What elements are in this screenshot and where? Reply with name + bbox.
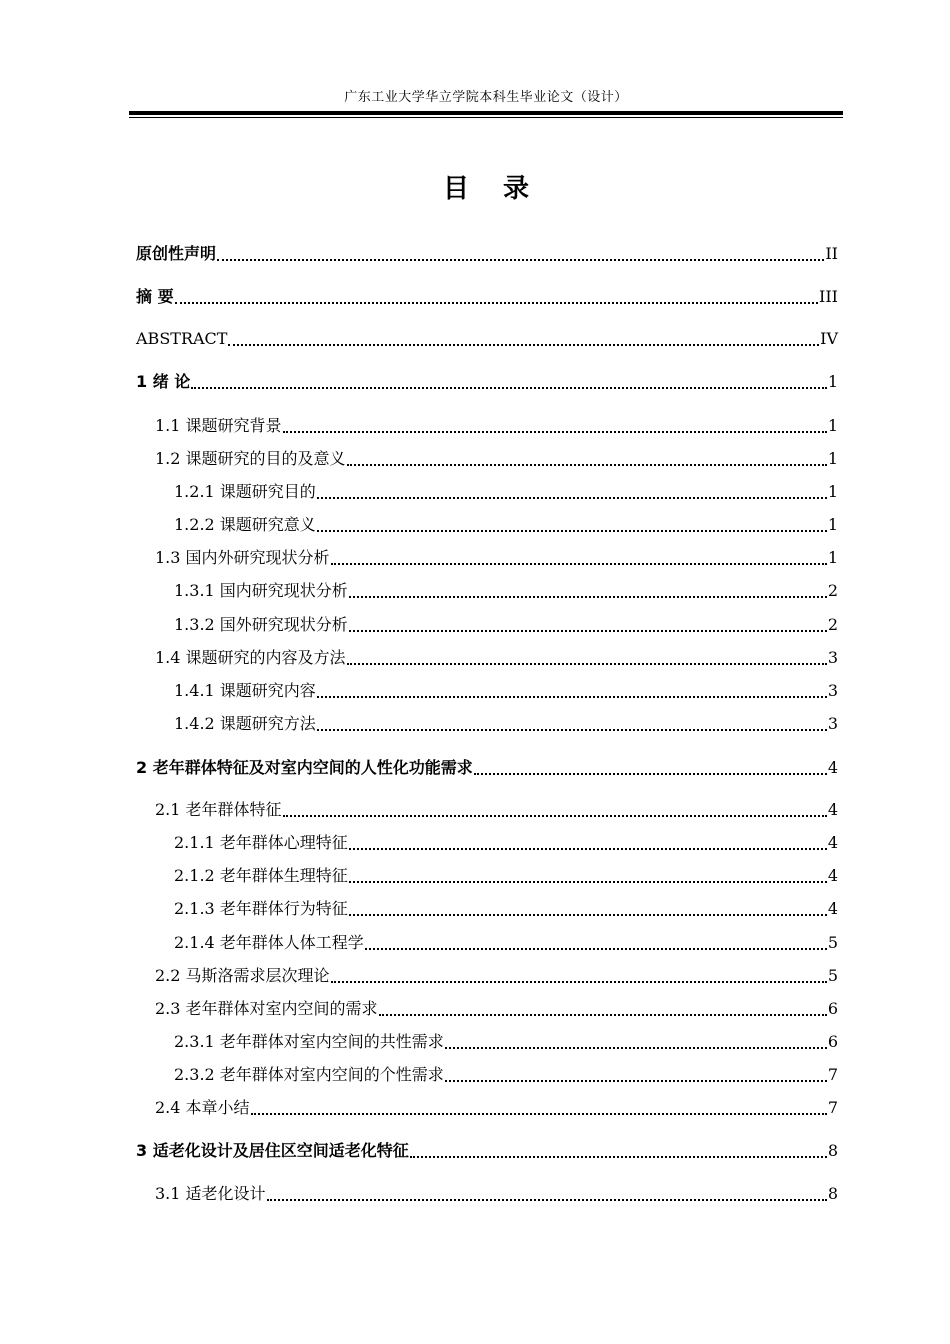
toc-leader-dots — [191, 370, 827, 389]
toc-entry-page: 1 — [827, 449, 838, 468]
toc-entry[interactable] — [174, 579, 838, 603]
toc-entry-label: 2.1 老年群体特征 — [155, 800, 282, 819]
toc-entry-page: 3 — [827, 714, 838, 733]
toc-entry[interactable] — [174, 1030, 838, 1054]
toc-entry-page: 8 — [827, 1141, 838, 1160]
toc-leader-dots — [349, 613, 827, 632]
toc-entry-page: 4 — [827, 800, 838, 819]
toc-entry-page: 7 — [827, 1065, 838, 1084]
toc-entry[interactable] — [136, 327, 838, 351]
toc-entry-page: III — [819, 287, 838, 306]
toc-leader-dots — [228, 327, 819, 346]
toc-entry-page: 2 — [827, 581, 838, 600]
header-rule-thick — [129, 111, 843, 115]
toc-entry[interactable] — [136, 370, 838, 394]
toc-entry-label: 1.2 课题研究的目的及意义 — [155, 449, 346, 468]
toc-leader-dots — [365, 931, 827, 950]
toc-entry-page: 1 — [827, 515, 838, 534]
toc-leader-dots — [445, 1030, 827, 1049]
toc-entry[interactable] — [155, 546, 838, 570]
toc-entry-page: 7 — [827, 1098, 838, 1117]
toc-entry-page: 5 — [827, 933, 838, 952]
toc-entry-page: 3 — [827, 648, 838, 667]
toc-leader-dots — [317, 679, 827, 698]
toc-entry[interactable] — [174, 513, 838, 537]
toc-entry[interactable] — [155, 964, 838, 988]
toc-entry-label: 2.1.2 老年群体生理特征 — [174, 866, 348, 885]
toc-leader-dots — [349, 864, 827, 883]
toc-leader-dots — [410, 1139, 827, 1158]
toc-leader-dots — [331, 546, 827, 565]
toc-entry-label: 1 绪 论 — [136, 372, 191, 391]
toc-entry[interactable] — [155, 798, 838, 822]
toc-entry-label: 2.4 本章小结 — [155, 1098, 250, 1117]
toc-leader-dots — [283, 414, 827, 433]
toc-entry[interactable] — [174, 679, 838, 703]
toc-entry-label: 2.1.1 老年群体心理特征 — [174, 833, 348, 852]
toc-entry-label: 2.1.3 老年群体行为特征 — [174, 899, 348, 918]
toc-entry-label: 2 老年群体特征及对室内空间的人性化功能需求 — [136, 758, 473, 777]
toc-entry-label: 摘 要 — [136, 287, 174, 306]
toc-leader-dots — [349, 831, 827, 850]
toc-entry[interactable] — [155, 1096, 838, 1120]
toc-entry[interactable] — [174, 931, 838, 955]
page-header: 广东工业大学华立学院本科生毕业论文（设计） — [344, 90, 628, 105]
toc-entry-label: ABSTRACT — [136, 329, 228, 348]
toc-entry-page: II — [825, 244, 838, 263]
toc-entry[interactable] — [155, 447, 838, 471]
toc-entry-label: 2.1.4 老年群体人体工程学 — [174, 933, 364, 952]
toc-entry-page: 4 — [827, 899, 838, 918]
toc-entry[interactable] — [155, 997, 838, 1021]
toc-entry-page: 1 — [827, 372, 838, 391]
toc-entry[interactable] — [174, 831, 838, 855]
toc-entry-label: 2.3.2 老年群体对室内空间的个性需求 — [174, 1065, 444, 1084]
toc-entry[interactable] — [155, 646, 838, 670]
toc-entry-label: 3.1 适老化设计 — [155, 1184, 266, 1203]
toc-leader-dots — [283, 798, 827, 817]
toc-leader-dots — [347, 447, 827, 466]
toc-leader-dots — [474, 756, 827, 775]
toc-leader-dots — [251, 1096, 827, 1115]
toc-entry-page: 1 — [827, 482, 838, 501]
toc-entry-page: 4 — [827, 833, 838, 852]
toc-entry-page: 2 — [827, 615, 838, 634]
toc-leader-dots — [217, 242, 824, 261]
header-rule-thin — [129, 117, 843, 118]
toc-leader-dots — [317, 513, 827, 532]
toc-entry[interactable] — [174, 712, 838, 736]
toc-entry[interactable] — [174, 897, 838, 921]
toc-entry-label: 1.4.1 课题研究内容 — [174, 681, 316, 700]
toc-entry-label: 1.2.2 课题研究意义 — [174, 515, 316, 534]
toc-entry-label: 2.3.1 老年群体对室内空间的共性需求 — [174, 1032, 444, 1051]
toc-entry-label: 1.4 课题研究的内容及方法 — [155, 648, 346, 667]
toc-entry-page: 1 — [827, 548, 838, 567]
toc-entry-label: 1.3.1 国内研究现状分析 — [174, 581, 348, 600]
toc-entry[interactable] — [174, 864, 838, 888]
page-title: 目录 — [442, 174, 563, 204]
toc-leader-dots — [349, 579, 827, 598]
toc-entry-page: 4 — [827, 758, 838, 777]
toc-entry-page: 6 — [827, 999, 838, 1018]
toc-entry[interactable] — [155, 414, 838, 438]
toc-entry-label: 1.1 课题研究背景 — [155, 416, 282, 435]
toc-entry-page: 8 — [827, 1184, 838, 1203]
toc-entry-label: 2.2 马斯洛需求层次理论 — [155, 966, 330, 985]
toc-leader-dots — [379, 997, 827, 1016]
toc-entry[interactable] — [155, 1182, 838, 1206]
toc-entry-label: 1.3 国内外研究现状分析 — [155, 548, 330, 567]
toc-leader-dots — [349, 897, 827, 916]
toc-entry-label: 原创性声明 — [136, 244, 217, 263]
toc-entry[interactable] — [136, 756, 838, 780]
toc-entry-label: 1.2.1 课题研究目的 — [174, 482, 316, 501]
toc-entry-label: 2.3 老年群体对室内空间的需求 — [155, 999, 378, 1018]
toc-entry-label: 1.3.2 国外研究现状分析 — [174, 615, 348, 634]
toc-entry-page: IV — [820, 329, 838, 348]
toc-leader-dots — [175, 285, 818, 304]
toc-entry[interactable] — [174, 1063, 838, 1087]
toc-entry[interactable] — [174, 613, 838, 637]
toc-leader-dots — [317, 480, 827, 499]
toc-leader-dots — [445, 1063, 827, 1082]
toc-entry[interactable] — [136, 1139, 838, 1163]
toc-entry-page: 4 — [827, 866, 838, 885]
toc-leader-dots — [331, 964, 827, 983]
toc-entry-page: 5 — [827, 966, 838, 985]
toc-entry-label: 3 适老化设计及居住区空间适老化特征 — [136, 1141, 409, 1160]
toc-leader-dots — [317, 712, 827, 731]
toc-entry[interactable] — [136, 242, 838, 266]
toc-leader-dots — [267, 1182, 827, 1201]
toc-entry-label: 1.4.2 课题研究方法 — [174, 714, 316, 733]
toc-entry-page: 6 — [827, 1032, 838, 1051]
toc-entry[interactable] — [174, 480, 838, 504]
toc-entry-page: 1 — [827, 416, 838, 435]
toc-entry[interactable] — [136, 285, 838, 309]
toc-leader-dots — [347, 646, 827, 665]
toc-entry-page: 3 — [827, 681, 838, 700]
